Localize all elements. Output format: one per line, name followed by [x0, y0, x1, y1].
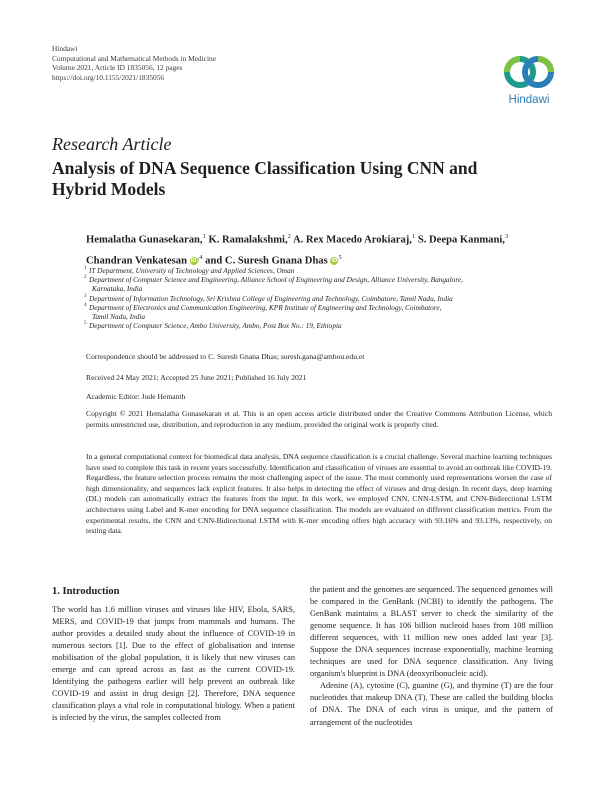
section-title: Introduction — [62, 586, 120, 597]
publisher-name: Hindawi — [52, 44, 78, 53]
affiliation-text: Department of Computer Science and Engineering, Alliance School of Engineering and Design, Alliance University, Bangalore, — [89, 275, 463, 285]
correspondence: Correspondence should be addressed to C. Suresh Gnana Dhas; suresh.gana@ambou.edu.et — [86, 352, 365, 361]
author-affil-sup: 1 — [411, 233, 416, 240]
author-conjunction: and — [205, 255, 223, 267]
orcid-icon[interactable]: iD — [331, 258, 338, 265]
affiliation-text-cont: Karnataka, India — [92, 284, 143, 294]
affiliation — [86, 321, 556, 330]
affiliation-text: IT Department, University of Technology and Applied Sciences, Oman — [89, 266, 295, 275]
academic-editor: Academic Editor: Jude Hemanth — [86, 392, 186, 401]
affiliation-number: 3 — [84, 293, 87, 299]
affiliation — [86, 303, 556, 321]
article-type: Research Article — [52, 134, 172, 154]
author-affil-sup: ,4 — [197, 253, 203, 261]
affiliation — [86, 266, 556, 275]
abstract: In a general computational context for biomedical data analysis, DNA sequence classification is a crucial challenge. Several machine learning techniques have used to complete this task in recent years successfully. Identification and classification of viruses are essential to avoid an outbreak like COVID-19. Regardless, the feature selection process remains the most challenging aspect of the issue. The most commonly used representations worsen the case of high dimensionality, and sequences lack explicit features. It also helps in detecting the effect of viruses and drug design. In recent days, deep learning (DL) models can automatically extract the features from the input. In this work, we employed CNN, CNN-LSTM, and CNN-Bidirectional LSTM architectures using Label and K-mer encoding for DNA sequence classification. The models are evaluated on different classification metrics. From the experimental results, the CNN and CNN-Bidirectional LSTM with K-mer encoding offers high accuracy with 93.16% and 93.13%, respectively, on testing data. — [86, 452, 552, 536]
affiliation-text-cont: Tamil Nadu, India — [92, 312, 146, 322]
paper-title: Analysis of DNA Sequence Classification Using CNN and Hybrid Models — [52, 158, 478, 199]
journal-name: Computational and Mathematical Methods in Medicine — [52, 53, 216, 63]
author-name: C. Suresh Gnana Dhas — [224, 255, 328, 267]
author-affil-sup: 1 — [202, 233, 206, 240]
copyright-notice: Copyright © 2021 Hemalatha Gunasekaran et al. This is an open access article distributed under the Creative Commons Attribution License, which permits unrestricted use, distribution, and reproduction in any medium, provided the original work is properly cited. — [86, 409, 552, 429]
affiliation — [86, 275, 556, 293]
journal-doi[interactable]: https://doi.org/10.1155/2021/1835056 — [52, 72, 165, 82]
affiliation-number: 4 — [84, 302, 87, 308]
body-column-right — [310, 584, 553, 729]
body-column-left — [52, 604, 295, 724]
orcid-icon[interactable]: iD — [190, 258, 197, 265]
author-list — [86, 228, 556, 269]
journal-volume: Volume 2021, Article ID 1835056, 12 pages — [52, 63, 183, 73]
author-affil-sup: 5 — [338, 253, 342, 261]
author-name: S. Deepa Kanmani, — [417, 234, 505, 246]
body-paragraph: Adenine (A), cytosine (C), guanine (G), and thymine (T) are the four nucleotides that makeup DNA (T). These are called the building blocks of DNA. The DNA of each virus is unique, and the pattern of arrangement of the nucleotides — [310, 681, 553, 727]
author-name: A. Rex Macedo Arokiaraj, — [292, 234, 412, 246]
affiliation-number: 5 — [84, 321, 87, 327]
author-name: K. Ramalakshmi, — [208, 234, 288, 246]
affiliation-number: 1 — [84, 266, 87, 271]
affiliation-text: Department of Electronics and Communication Engineering, KPR Institute of Engineering and Technology, Coimbatore, — [89, 302, 442, 312]
affiliation-text: Department of Information Technology, Sri Krishna College of Engineering and Technology, Coimbatore, Tamil Nadu, India — [89, 293, 453, 303]
affiliation-number: 2 — [84, 275, 87, 281]
affiliation — [86, 294, 556, 303]
body-paragraph: the patient and the genomes are sequenced. The sequenced genomes will be compared in the GenBank (NCBI) to identify the pathogens. The GenBank maintains a BLAST server to check the similarity of the genome sequence. It has 106 billion nucleoid bases from 108 million different sequences, with 11 million new ones added last year [3]. Suppose the DNA sequences increase exponentially, machine learning techniques are used for DNA sequence classification. Any living organism's blueprint is DNA (deoxyribonucleic acid). — [310, 585, 553, 679]
affiliation-text: Department of Computer Science, Ambo University, Ambo, Post Box No.: 19, Ethiopia — [89, 321, 342, 331]
section-number: 1. — [52, 586, 60, 597]
journal-header — [52, 44, 216, 82]
author-name: Hemalatha Gunasekaran, — [86, 234, 203, 246]
body-paragraph: The world has 1.6 million viruses and viruses like HIV, Ebola, SARS, MERS, and COVID-19 that jumps from mammals and humans. The author provides a detailed study about the influence of COVID-19 in numerous sectors [1]. Due to the effect of globalisation and intense mobilisation of the global population, it is likely that new viruses can emerge and can spread across as fast as the current COVID-19. Identifying the pathogens earlier will help prevent an outbreak like COVID-19 and assist in drug design [2]. Therefore, DNA sequence classification plays a vital role in computational biology. When a patient is infected by the virus, the samples collected from — [52, 605, 295, 723]
hindawi-logo-text: Hindawi — [508, 94, 550, 106]
section-heading — [52, 586, 120, 597]
author-affil-sup: 2 — [287, 233, 291, 240]
author-affil-sup: 3 — [504, 233, 509, 240]
publication-dates: Received 24 May 2021; Accepted 25 June 2021; Published 16 July 2021 — [86, 373, 307, 382]
author-name: Chandran Venkatesan — [86, 255, 187, 267]
affiliation-list — [86, 266, 556, 330]
